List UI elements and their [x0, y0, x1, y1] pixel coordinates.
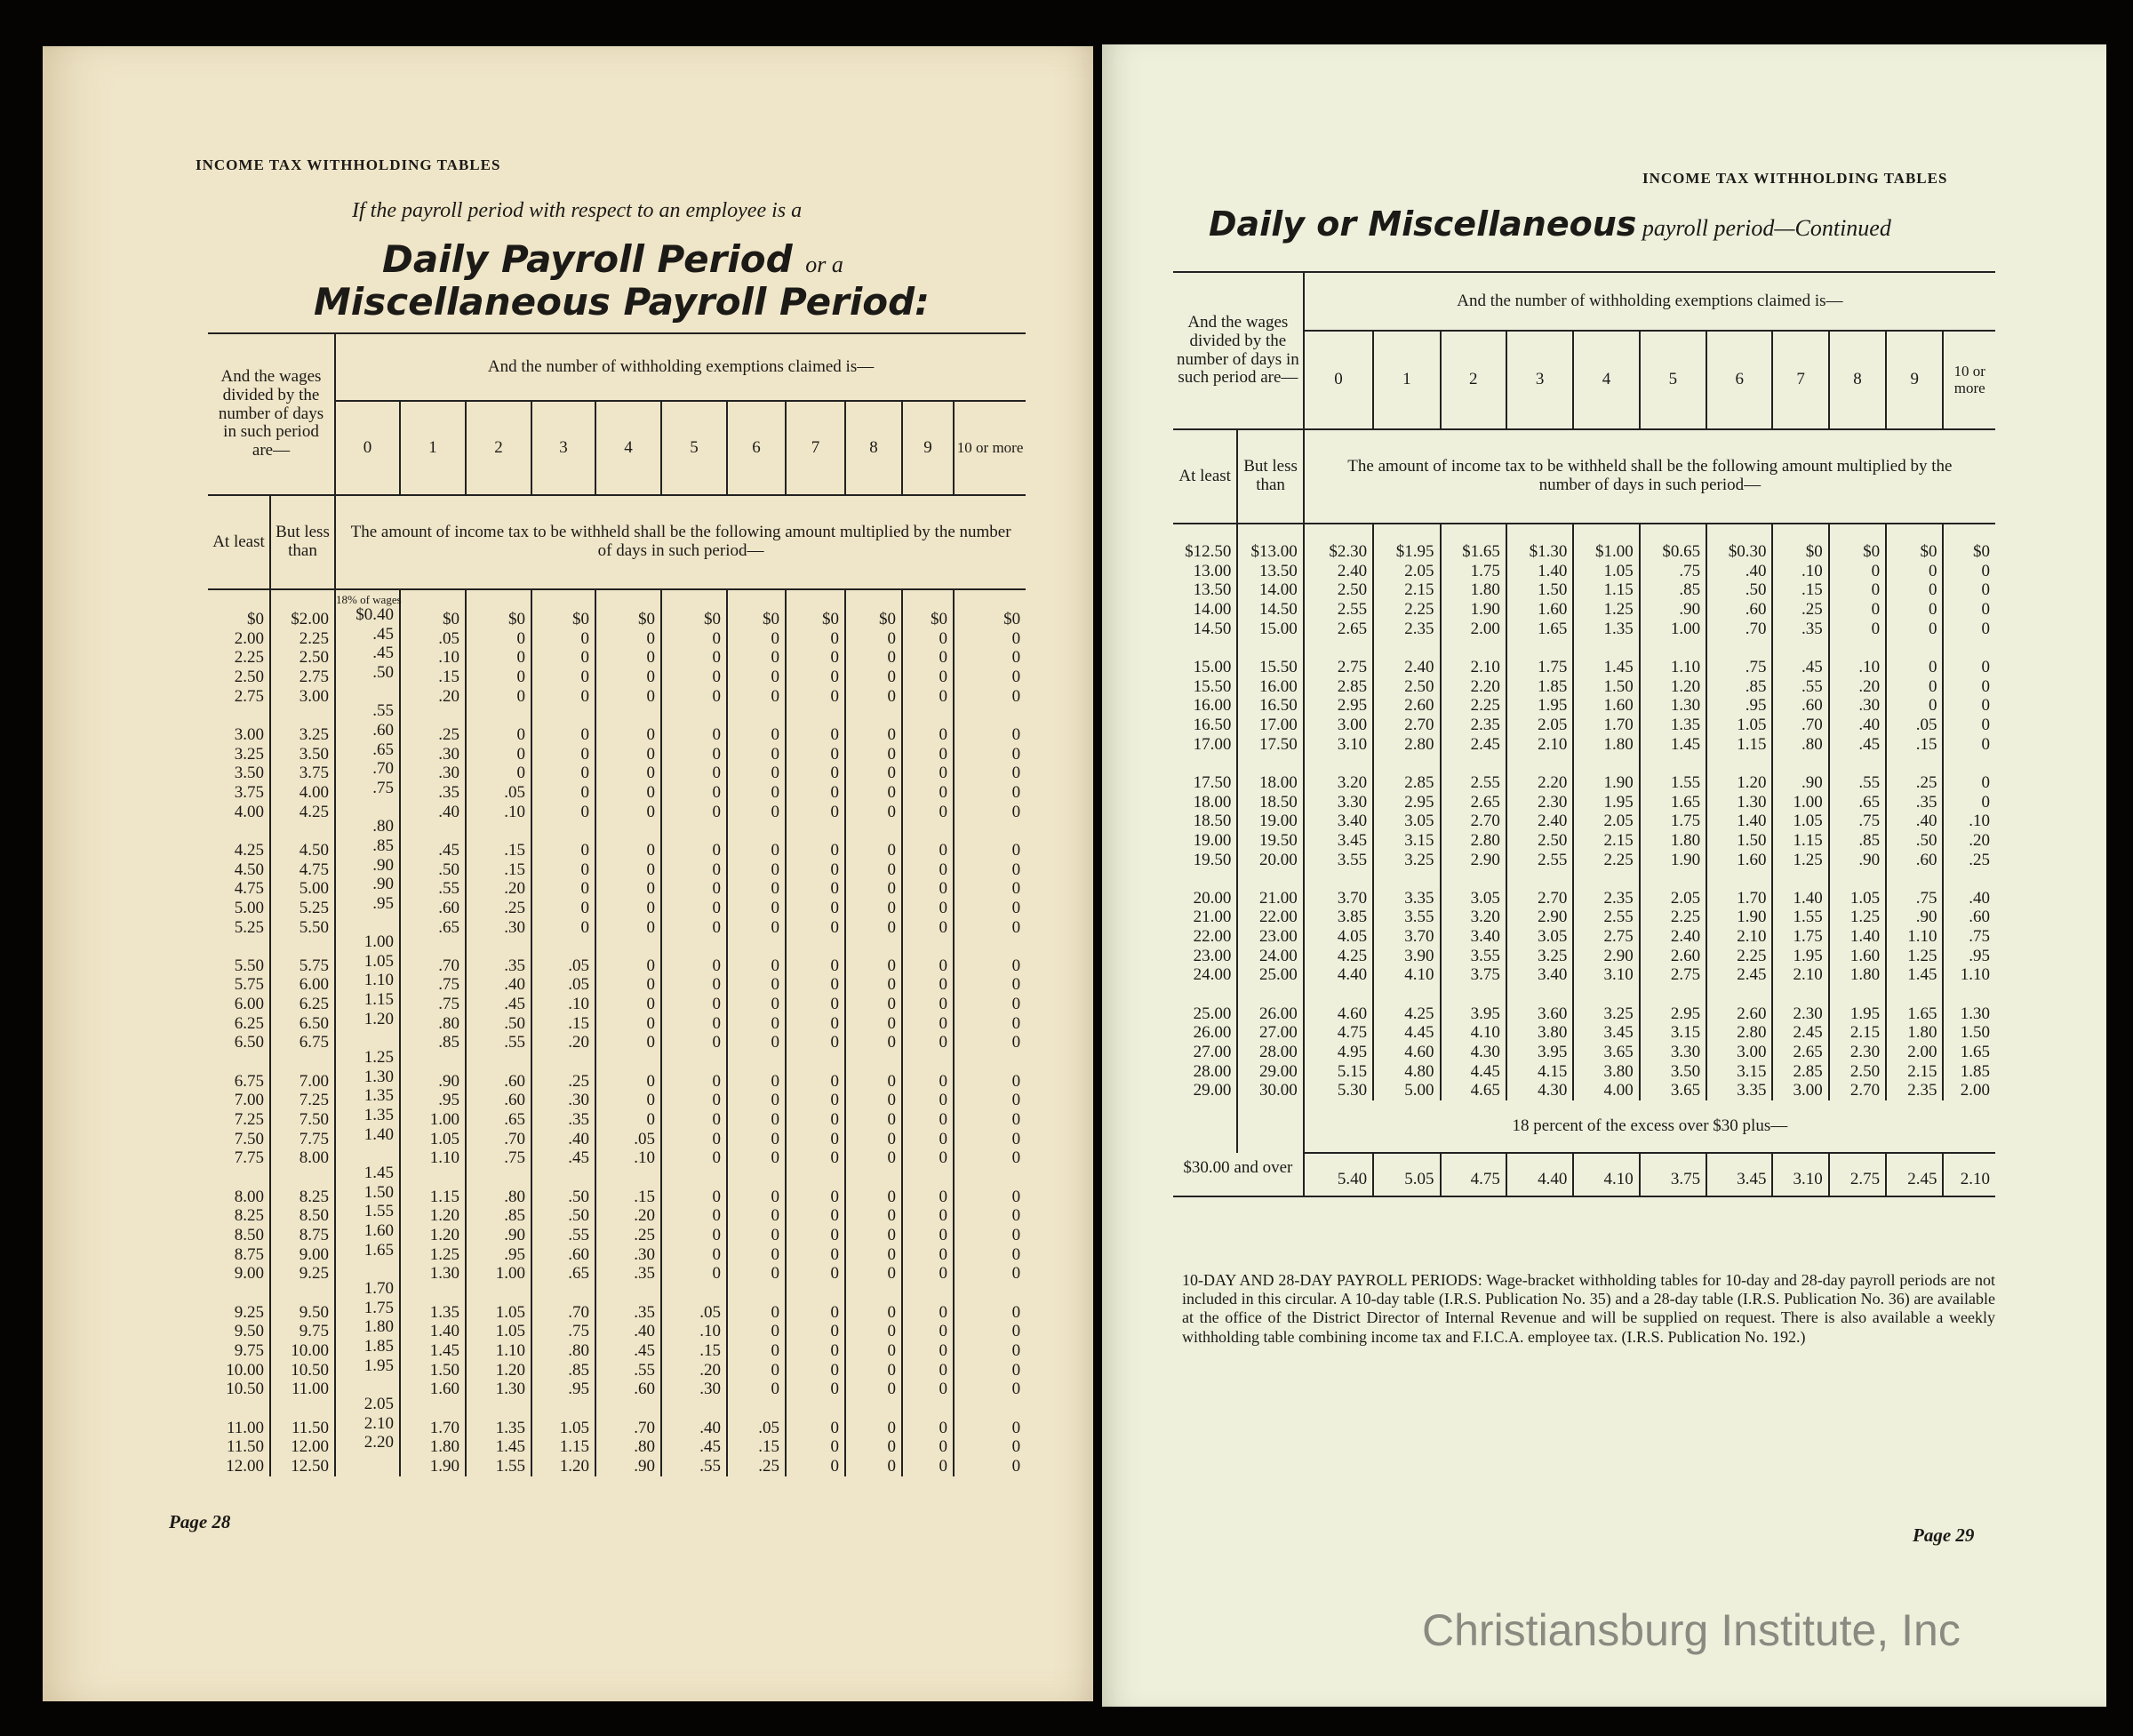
- exempt-6-column: $0.30 .40 .50 .60 .70 .75 .85 .95 1.05 1.15 1.20 1.30 1.40 1.50 1.60 1.70 1.90 2.10 2.25 2.45 2.60 2.80 3.00 3.15 3.35: [1706, 524, 1772, 1100]
- col-1: 1: [400, 401, 466, 495]
- exempt-8-column: $0 0 0 0 0 .10 .20 .30 .40 .45 .55 .65 .75 .85 .90 1.05 1.25 1.40 1.60 1.80 1.95 2.15 2.30 2.50 2.70: [1829, 524, 1886, 1100]
- at-least-header: At least: [208, 495, 270, 589]
- exempt-2-column: $0 0 0 0 0 0 0 0 .05 .10 .15 .15 .20 .25 .30 .35 .40 .45 .50 .55 .60 .60 .65 .70 .75 .80 .85 .90 .95 1.00 1.05 1.05 1.10 1.20 1.30 1.35 1.45 1.55: [466, 589, 531, 1476]
- payroll-periods-note: 10-DAY AND 28-DAY PAYROLL PERIODS: Wage-bracket withholding tables for 10-day and 28-day payroll periods are not included in this circular. A 10-day table (I.R.S. Publication No. 35) and a 28-day table (I.R.S. Publication No. 36) are available at the office of the District Director of Internal Revenue and will be supplied on request. There is also available a weekly withholding table combining income tax and F.I.C.A. employee tax. (I.R.S. Publication No. 192.): [1182, 1271, 1995, 1346]
- spacer-cell: [1237, 1100, 1303, 1153]
- right-page: [1102, 44, 2106, 1707]
- col-7: 7: [786, 401, 845, 495]
- exempt-10-column: $0 0 0 0 0 0 0 0 0 0 0 0 0 0 0 0 0 0 0 0 0 0 0 0 0 0 0 0 0 0 0 0 0 0 0 0 0 0: [1003, 610, 1021, 1476]
- exempt-9-column: $0 0 0 0 0 0 0 0 0 0 0 0 0 0 0 0 0 0 0 0 0 0 0 0 0 0 0 0 0 0 0 0 0 0 0 0 0 0: [902, 589, 954, 1476]
- over-value-10: 2.10: [1960, 1169, 1990, 1188]
- amount-header: The amount of income tax to be withheld shall be the following amount multiplied by the number of days in such period—: [1347, 457, 1953, 494]
- but-less-header: But less than: [1237, 429, 1303, 524]
- exempt-0-values: $0.40 .45 .45 .50 .55 .60 .65 .70 .75 .80 .85 .90 .90 .95 1.00 1.05 1.10 1.15 1.20 1.25 1.30 1.35 1.35 1.40 1.45 1.50 1.55 1.60 1.65 1.70 1.75 1.80 1.85 1.95 2.05 2.10 2.20: [356, 605, 394, 1452]
- over-value-3: 4.40: [1506, 1153, 1573, 1197]
- col-4: 4: [595, 401, 661, 495]
- spacer-cell: [1173, 1100, 1237, 1153]
- at-least-header: At least: [1173, 429, 1237, 524]
- exempt-0-column: $2.30 2.40 2.50 2.55 2.65 2.75 2.85 2.95 3.00 3.10 3.20 3.30 3.40 3.45 3.55 3.70 3.85 4.05 4.25 4.40 4.60 4.75 4.95 5.15 5.30: [1304, 524, 1373, 1100]
- exempt-3-column: $1.30 1.40 1.50 1.60 1.65 1.75 1.85 1.95 2.05 2.10 2.20 2.30 2.40 2.50 2.55 2.70 2.90 3.05 3.25 3.40 3.60 3.80 3.95 4.15 4.30: [1506, 524, 1573, 1100]
- over-value-5: 3.75: [1640, 1153, 1706, 1197]
- title-daily: Daily Payroll Period: [382, 237, 793, 281]
- col-6: 6: [727, 401, 786, 495]
- page-number-left: Page 28: [169, 1511, 231, 1532]
- page-number-right: Page 29: [1913, 1524, 1975, 1546]
- at-least-column: $0 2.00 2.25 2.50 2.75 3.00 3.25 3.50 3.75 4.00 4.25 4.50 4.75 5.00 5.25 5.50 5.75 6.00 6.25 6.50 6.75 7.00 7.25 7.50 7.75 8.00 8.25 8.50 8.75 9.00 9.25 9.50 9.75 10.00 10.50 11.00 11.50 12.00: [208, 589, 270, 1476]
- col-4: 4: [1573, 331, 1639, 429]
- left-withholding-table: [208, 332, 1026, 1476]
- left-page: [43, 46, 1093, 1701]
- watermark: Christiansburg Institute, Inc: [1422, 1605, 1961, 1655]
- col-1: 1: [1373, 331, 1440, 429]
- col-0: 0: [1304, 331, 1373, 429]
- exempt-5-column: $0.65 .75 .85 .90 1.00 1.10 1.20 1.30 1.35 1.45 1.55 1.65 1.75 1.80 1.90 2.05 2.25 2.40 2.60 2.75 2.95 3.15 3.30 3.50 3.65: [1640, 524, 1706, 1100]
- col-10: 10 or more: [1943, 331, 1995, 429]
- col-9: 9: [1886, 331, 1943, 429]
- over-value-1: 5.05: [1373, 1153, 1440, 1197]
- over-and: and over: [1234, 1157, 1293, 1177]
- exempt-7-column: $0 0 0 0 0 0 0 0 0 0 0 0 0 0 0 0 0 0 0 0 0 0 0 0 0 0 0 0 0 0 0 0 0 0 0 0 0 0: [786, 589, 845, 1476]
- col-0: 0: [335, 401, 400, 495]
- pct-note: 18% of wages: [336, 593, 402, 606]
- running-head-left: INCOME TAX WITHHOLDING TABLES: [196, 156, 501, 173]
- exempt-4-column: $1.00 1.05 1.15 1.25 1.35 1.45 1.50 1.60 1.70 1.80 1.90 1.95 2.05 2.15 2.25 2.35 2.55 2.75 2.90 3.10 3.25 3.45 3.65 3.80 4.00: [1573, 524, 1639, 1100]
- at-least-column: $12.50 13.00 13.50 14.00 14.50 15.00 15.50 16.00 16.50 17.00 17.50 18.00 18.50 19.00 19.50 20.00 21.00 22.00 23.00 24.00 25.00 26.00 27.00 28.00 29.00: [1173, 524, 1237, 1100]
- but-less-header: But less than: [270, 495, 335, 589]
- exempt-7-column: $0 .10 .15 .25 .35 .45 .55 .60 .70 .80 .90 1.00 1.05 1.15 1.25 1.40 1.55 1.75 1.95 2.10 2.30 2.45 2.65 2.85 3.00: [1772, 524, 1828, 1100]
- left-title-2: Miscellaneous Payroll Period:: [314, 280, 930, 324]
- right-title: [1209, 204, 1891, 244]
- col-8: 8: [845, 401, 902, 495]
- exempt-9-column: $0 0 0 0 0 0 0 0 .05 .15 .25 .35 .40 .50 .60 .75 .90 1.10 1.25 1.45 1.65 1.80 2.00 2.15 2.35: [1886, 524, 1943, 1100]
- over-value-7: 3.10: [1772, 1153, 1828, 1197]
- col-3: 3: [531, 401, 595, 495]
- col-5: 5: [1640, 331, 1706, 429]
- over-value-8: 2.75: [1829, 1153, 1886, 1197]
- col-10: 10 or more: [954, 401, 1026, 495]
- col-9: 9: [902, 401, 954, 495]
- exempt-6-column: $0 0 0 0 0 0 0 0 0 0 0 0 0 0 0 0 0 0 0 0 0 0 0 0 0 0 0 0 0 0 0 0 0 0 0 .05 .15 .25: [727, 589, 786, 1476]
- exempt-5-column: $0 0 0 0 0 0 0 0 0 0 0 0 0 0 0 0 0 0 0 0 0 0 0 0 0 0 0 0 0 0 .05 .10 .15 .20 .30 .40 .45 .55: [661, 589, 727, 1476]
- right-title-bold: Daily or Miscellaneous: [1209, 204, 1637, 244]
- title-or: or a: [805, 252, 843, 277]
- over-value-9: 2.45: [1886, 1153, 1943, 1197]
- col-3: 3: [1506, 331, 1573, 429]
- amount-header: The amount of income tax to be withheld shall be the following amount multiplied by the number of days in such period—: [350, 523, 1011, 560]
- over-value-0: 5.40: [1304, 1153, 1373, 1197]
- exempt-2-column: $1.65 1.75 1.80 1.90 2.00 2.10 2.20 2.25 2.35 2.45 2.55 2.65 2.70 2.80 2.90 3.05 3.20 3.40 3.55 3.75 3.95 4.10 4.30 4.45 4.65: [1441, 524, 1506, 1100]
- col-2: 2: [466, 401, 531, 495]
- exemptions-header: And the number of withholding exemptions claimed is—: [335, 333, 1026, 401]
- excess-note: 18 percent of the excess over $30 plus—: [1304, 1100, 1995, 1153]
- exempt-10-column: $0 0 0 0 0 0 0 0 0 0 0 0 .10 .20 .25 .40 .60 .75 .95 1.10 1.30 1.50 1.65 1.85 2.00: [1960, 542, 1990, 1100]
- exempt-0-column: [335, 589, 400, 1476]
- over-at: $30.00: [1183, 1157, 1230, 1177]
- right-withholding-table: [1173, 271, 1995, 1197]
- exempt-3-column: $0 0 0 0 0 0 0 0 0 0 0 0 0 0 0 .05 .05 .10 .15 .20 .25 .30 .35 .40 .45 .50 .50 .55 .60 .65 .70 .75 .80 .85 .95 1.05 1.15 1.20: [531, 589, 595, 1476]
- running-head-right: INCOME TAX WITHHOLDING TABLES: [1642, 170, 1948, 187]
- col-2: 2: [1441, 331, 1506, 429]
- col-5: 5: [661, 401, 727, 495]
- right-title-rest: payroll period—Continued: [1642, 215, 1891, 241]
- exempt-8-column: $0 0 0 0 0 0 0 0 0 0 0 0 0 0 0 0 0 0 0 0 0 0 0 0 0 0 0 0 0 0 0 0 0 0 0 0 0 0: [845, 589, 902, 1476]
- col-7: 7: [1772, 331, 1828, 429]
- wages-header: And the wages divided by the number of days in such period are—: [1173, 272, 1304, 429]
- exempt-1-column: $0 .05 .10 .15 .20 .25 .30 .30 .35 .40 .45 .50 .55 .60 .65 .70 .75 .75 .80 .85 .90 .95 1.00 1.05 1.10 1.15 1.20 1.20 1.25 1.30 1.35 1.40 1.45 1.50 1.60 1.70 1.80 1.90: [400, 589, 466, 1476]
- over-value-6: 3.45: [1706, 1153, 1772, 1197]
- col-8: 8: [1829, 331, 1886, 429]
- wages-header: And the wages divided by the number of days in such period are—: [208, 333, 335, 495]
- col-6: 6: [1706, 331, 1772, 429]
- but-less-column: $13.00 13.50 14.00 14.50 15.00 15.50 16.00 16.50 17.00 17.50 18.00 18.50 19.00 19.50 20.00 21.00 22.00 23.00 24.00 25.00 26.00 27.00 28.00 29.00 30.00: [1237, 524, 1303, 1100]
- exemptions-header: And the number of withholding exemptions claimed is—: [1304, 272, 1995, 331]
- over-value-2: 4.75: [1441, 1153, 1506, 1197]
- exempt-1-column: $1.95 2.05 2.15 2.25 2.35 2.40 2.50 2.60 2.70 2.80 2.85 2.95 3.05 3.15 3.25 3.35 3.55 3.70 3.90 4.10 4.25 4.45 4.60 4.80 5.00: [1373, 524, 1440, 1100]
- over-value-4: 4.10: [1573, 1153, 1639, 1197]
- over-30-label: [1173, 1153, 1304, 1197]
- intro-line: If the payroll period with respect to an employee is a: [352, 199, 803, 222]
- exempt-4-column: $0 0 0 0 0 0 0 0 0 0 0 0 0 0 0 0 0 0 0 0 0 0 0 .05 .10 .15 .20 .25 .30 .35 .35 .40 .45 .55 .60 .70 .80 .90: [595, 589, 661, 1476]
- but-less-column: $2.00 2.25 2.50 2.75 3.00 3.25 3.50 3.75 4.00 4.25 4.50 4.75 5.00 5.25 5.50 5.75 6.00 6.25 6.50 6.75 7.00 7.25 7.50 7.75 8.00 8.25 8.50 8.75 9.00 9.25 9.50 9.75 10.00 10.50 11.00 11.50 12.00 12.50: [270, 589, 335, 1476]
